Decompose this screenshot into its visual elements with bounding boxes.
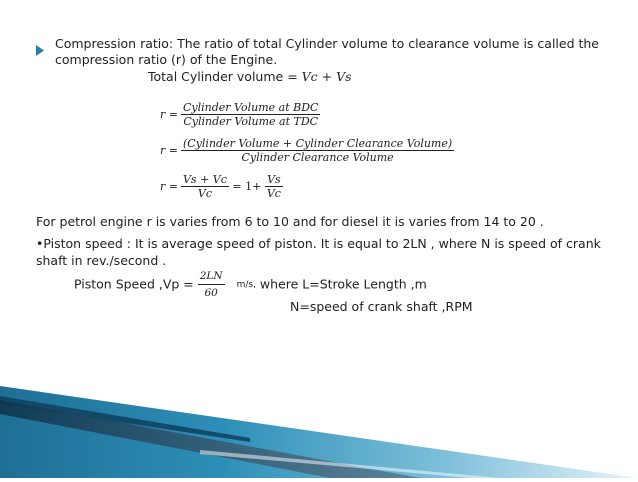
piston-speed-formula bbox=[74, 268, 427, 301]
piston-speed-definition-line1: •Piston speed : It is average speed of piston. It is equal to 2LN , where N is speed of crank bbox=[36, 236, 601, 251]
total-volume-line bbox=[148, 69, 352, 85]
formula-lhs: r = bbox=[160, 144, 178, 157]
total-volume-expression: = Vc + Vs bbox=[287, 69, 352, 84]
total-volume-label: Total Cylinder volume bbox=[148, 69, 284, 84]
piston-speed-numerator: 2LN bbox=[199, 270, 223, 282]
piston-speed-unit: m/s, bbox=[236, 279, 256, 290]
formula-lhs: r = bbox=[160, 180, 178, 193]
formula-vs-vc bbox=[160, 173, 283, 200]
formula-2-numerator: (Cylinder Volume + Cylinder Clearance Volume) bbox=[182, 137, 453, 150]
formula-3-numerator-2: Vs bbox=[267, 173, 281, 186]
formula-3-denominator: Vc bbox=[181, 186, 229, 200]
decorative-footer-swoosh bbox=[0, 380, 638, 482]
compression-ratio-range: For petrol engine r is varies from 6 to 10 and for diesel it is varies from 14 to 20 . bbox=[36, 214, 544, 229]
triangle-right-icon bbox=[36, 41, 44, 60]
piston-speed-denominator: 60 bbox=[198, 284, 225, 301]
formula-3-equals-one-plus: = 1+ bbox=[232, 180, 262, 193]
formula-1-numerator: Cylinder Volume at BDC bbox=[182, 101, 319, 114]
piston-speed-where: where L=Stroke Length ,m bbox=[259, 276, 427, 292]
formula-3-numerator: Vs + Vc bbox=[182, 173, 227, 186]
formula-lhs: r = bbox=[160, 108, 178, 121]
formula-bdc-tdc bbox=[160, 101, 320, 128]
crankshaft-speed-definition: N=speed of crank shaft ,RPM bbox=[290, 299, 473, 314]
piston-speed-label: Piston Speed ,Vp = bbox=[74, 276, 194, 292]
formula-2-denominator: Cylinder Clearance Volume bbox=[181, 150, 454, 164]
piston-speed-definition-line2: shaft in rev./second . bbox=[36, 253, 167, 268]
compression-ratio-definition: Compression ratio: The ratio of total Cylinder volume to clearance volume is called the compression ratio (r) of the Engine. bbox=[55, 36, 600, 67]
formula-clearance bbox=[160, 137, 454, 164]
formula-1-denominator: Cylinder Volume at TDC bbox=[181, 114, 320, 128]
formula-3-denominator-2: Vc bbox=[266, 187, 281, 200]
